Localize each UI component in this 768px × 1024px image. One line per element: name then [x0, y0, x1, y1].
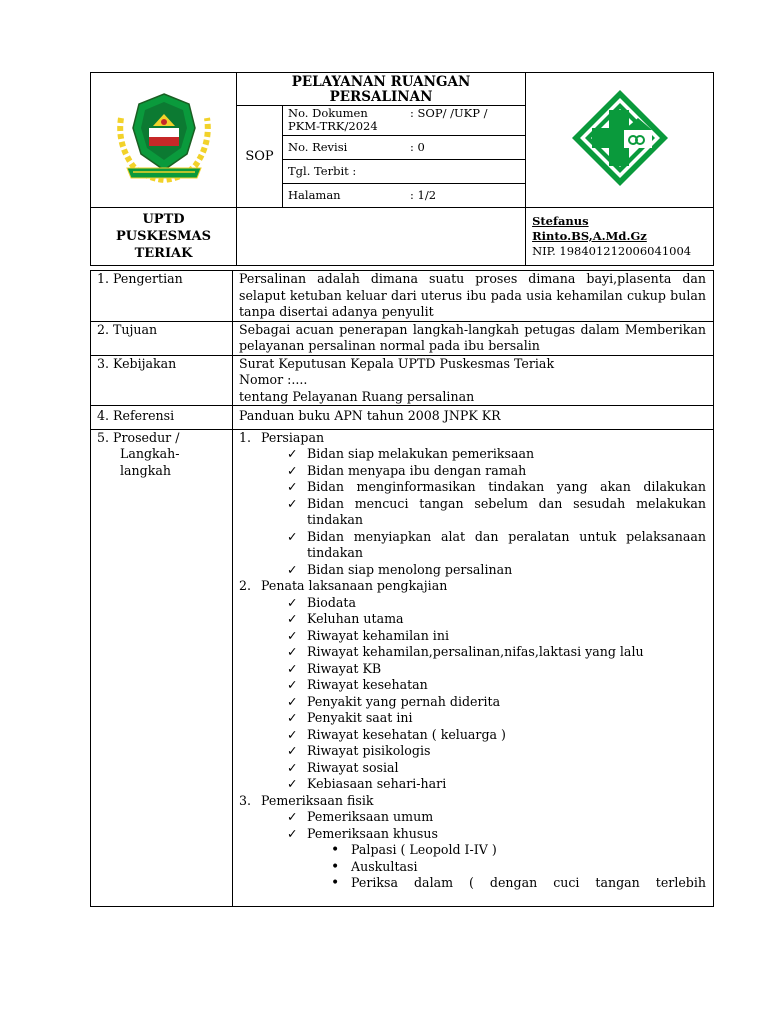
list-item-text: Bidan menyiapkan alat dan peralatan untuk pelaksanaan tindakan — [307, 528, 706, 560]
pengertian-label: 1. Pengertian — [91, 271, 233, 322]
pengertian-text: Persalinan adalah dimana suatu proses dimana bayi,plasenta dan selaput ketuban keluar dari uterus ibu pada usia kehamilan cukup bulan tanpa disertai adanya penyulit — [233, 271, 714, 322]
section-2-heading — [239, 578, 706, 595]
org-line1: UPTD — [142, 212, 185, 227]
issue-date-field — [283, 160, 526, 184]
title-line1: PELAYANAN RUANGAN — [291, 74, 471, 90]
section-1-title: Persiapan — [261, 429, 325, 445]
section-3-title: Pemeriksaan fisik — [261, 792, 374, 808]
tujuan-label: 2. Tujuan — [91, 321, 233, 355]
section-1-number: 1. — [239, 429, 252, 445]
prosedur-label-line3: langkah — [120, 462, 171, 478]
doc-number-value-2: PKM-TRK/2024 — [288, 119, 378, 133]
list-item-text: Bidan mencuci tangan sebelum dan sesudah melakukan tindakan — [307, 495, 706, 527]
page-label: Halaman — [288, 187, 341, 202]
list-item: ✓ Pemeriksaan khusus — [287, 826, 706, 843]
list-item — [287, 496, 706, 529]
list-item-text: Bidan menginformasikan tindakan yang akan dilakukan — [307, 479, 706, 494]
doc-number-value-1: : SOP/ /UKP / — [410, 106, 488, 120]
section-1-list — [239, 446, 706, 578]
page-value: : 1/2 — [410, 187, 437, 202]
section-3-number: 3. — [239, 792, 252, 808]
list-item-text: Periksa dalam ( dengan cuci tangan terlebih — [351, 875, 706, 890]
puskesmas-logo-icon — [568, 86, 672, 190]
org-line2: PUSKESMAS — [116, 229, 211, 244]
section-2-number: 2. — [239, 578, 252, 593]
regional-emblem-cell — [91, 73, 237, 208]
kebijakan-label: 3. Kebijakan — [91, 355, 233, 406]
sop-content-table — [90, 270, 714, 907]
prosedur-content — [233, 429, 714, 906]
list-item: ✓ Riwayat pisikologis — [287, 743, 706, 760]
signer-name: Stefanus Rinto.BS,A.Md.Gz — [532, 214, 647, 243]
list-item: ✓ Riwayat KB — [287, 661, 706, 678]
document-title — [237, 73, 526, 106]
title-line2: PERSALINAN — [329, 89, 433, 105]
list-item: ✓ Riwayat kesehatan ( keluarga ) — [287, 727, 706, 744]
signature-block — [526, 208, 714, 266]
list-item — [287, 479, 706, 496]
list-item: ✓ Bidan siap melakukan pemeriksaan — [287, 446, 706, 463]
section-2-list — [239, 595, 706, 793]
section-2-title: Penata laksanaan pengkajian — [261, 578, 448, 593]
page-field — [283, 184, 526, 208]
list-item: ✓ Bidan menyapa ibu dengan ramah — [287, 463, 706, 480]
section-3-sublist — [239, 842, 706, 892]
tujuan-text: Sebagai acuan penerapan langkah-langkah petugas dalam Memberikan pelayanan persalinan normal pada ibu bersalin — [233, 321, 714, 355]
list-item: ✓ Biodata — [287, 595, 706, 612]
list-item: ✓ Keluhan utama — [287, 611, 706, 628]
list-item — [329, 875, 706, 892]
regional-emblem-icon — [111, 88, 217, 188]
list-item: ✓ Bidan siap menolong persalinan — [287, 562, 706, 579]
org-line3: TERIAK — [134, 246, 193, 261]
list-item: ✓ Riwayat sosial — [287, 760, 706, 777]
list-item — [287, 529, 706, 562]
section-1-heading — [239, 430, 706, 447]
list-item: ✓ Penyakit saat ini — [287, 710, 706, 727]
signer-nip: NIP. 198401212006041004 — [532, 244, 692, 258]
issue-date-label: Tgl. Terbit — [288, 163, 349, 178]
referensi-label: 4. Referensi — [91, 406, 233, 430]
puskesmas-logo-cell — [526, 73, 714, 208]
doc-number-field — [283, 106, 526, 136]
kebijakan-line3: tentang Pelayanan Ruang persalinan — [239, 388, 475, 404]
list-item: ✓ Pemeriksaan umum — [287, 809, 706, 826]
prosedur-label — [91, 429, 233, 906]
kebijakan-line1: Surat Keputusan Kepala UPTD Puskesmas Teriak — [239, 355, 555, 371]
referensi-text: Panduan buku APN tahun 2008 JNPK KR — [233, 406, 714, 430]
list-item: ✓ Riwayat kesehatan — [287, 677, 706, 694]
header-table — [90, 72, 714, 266]
kebijakan-text — [233, 355, 714, 406]
list-item: ✓ Penyakit yang pernah diderita — [287, 694, 706, 711]
sop-label: SOP — [237, 106, 283, 208]
revision-label: No. Revisi — [288, 139, 348, 154]
list-item: ✓ Kebiasaan sehari-hari — [287, 776, 706, 793]
list-item: ✓ Riwayat kehamilan ini — [287, 628, 706, 645]
prosedur-label-line2: Langkah- — [120, 446, 180, 461]
revision-value: : 0 — [410, 139, 425, 154]
kebijakan-line2: Nomor :.... — [239, 372, 308, 387]
list-item: • Auskultasi — [329, 859, 706, 876]
organization-name — [91, 208, 237, 266]
prosedur-label-line1: 5. Prosedur / — [97, 429, 180, 445]
section-3-heading — [239, 793, 706, 810]
issue-date-value: : — [352, 163, 357, 178]
doc-number-label: No. Dokumen — [288, 106, 368, 120]
list-item: ✓ Riwayat kehamilan,persalinan,nifas,laktasi yang lalu — [287, 644, 706, 661]
list-item: • Palpasi ( Leopold I-IV ) — [329, 842, 706, 859]
empty-cell — [237, 208, 526, 266]
section-3-list — [239, 809, 706, 842]
revision-field — [283, 136, 526, 160]
